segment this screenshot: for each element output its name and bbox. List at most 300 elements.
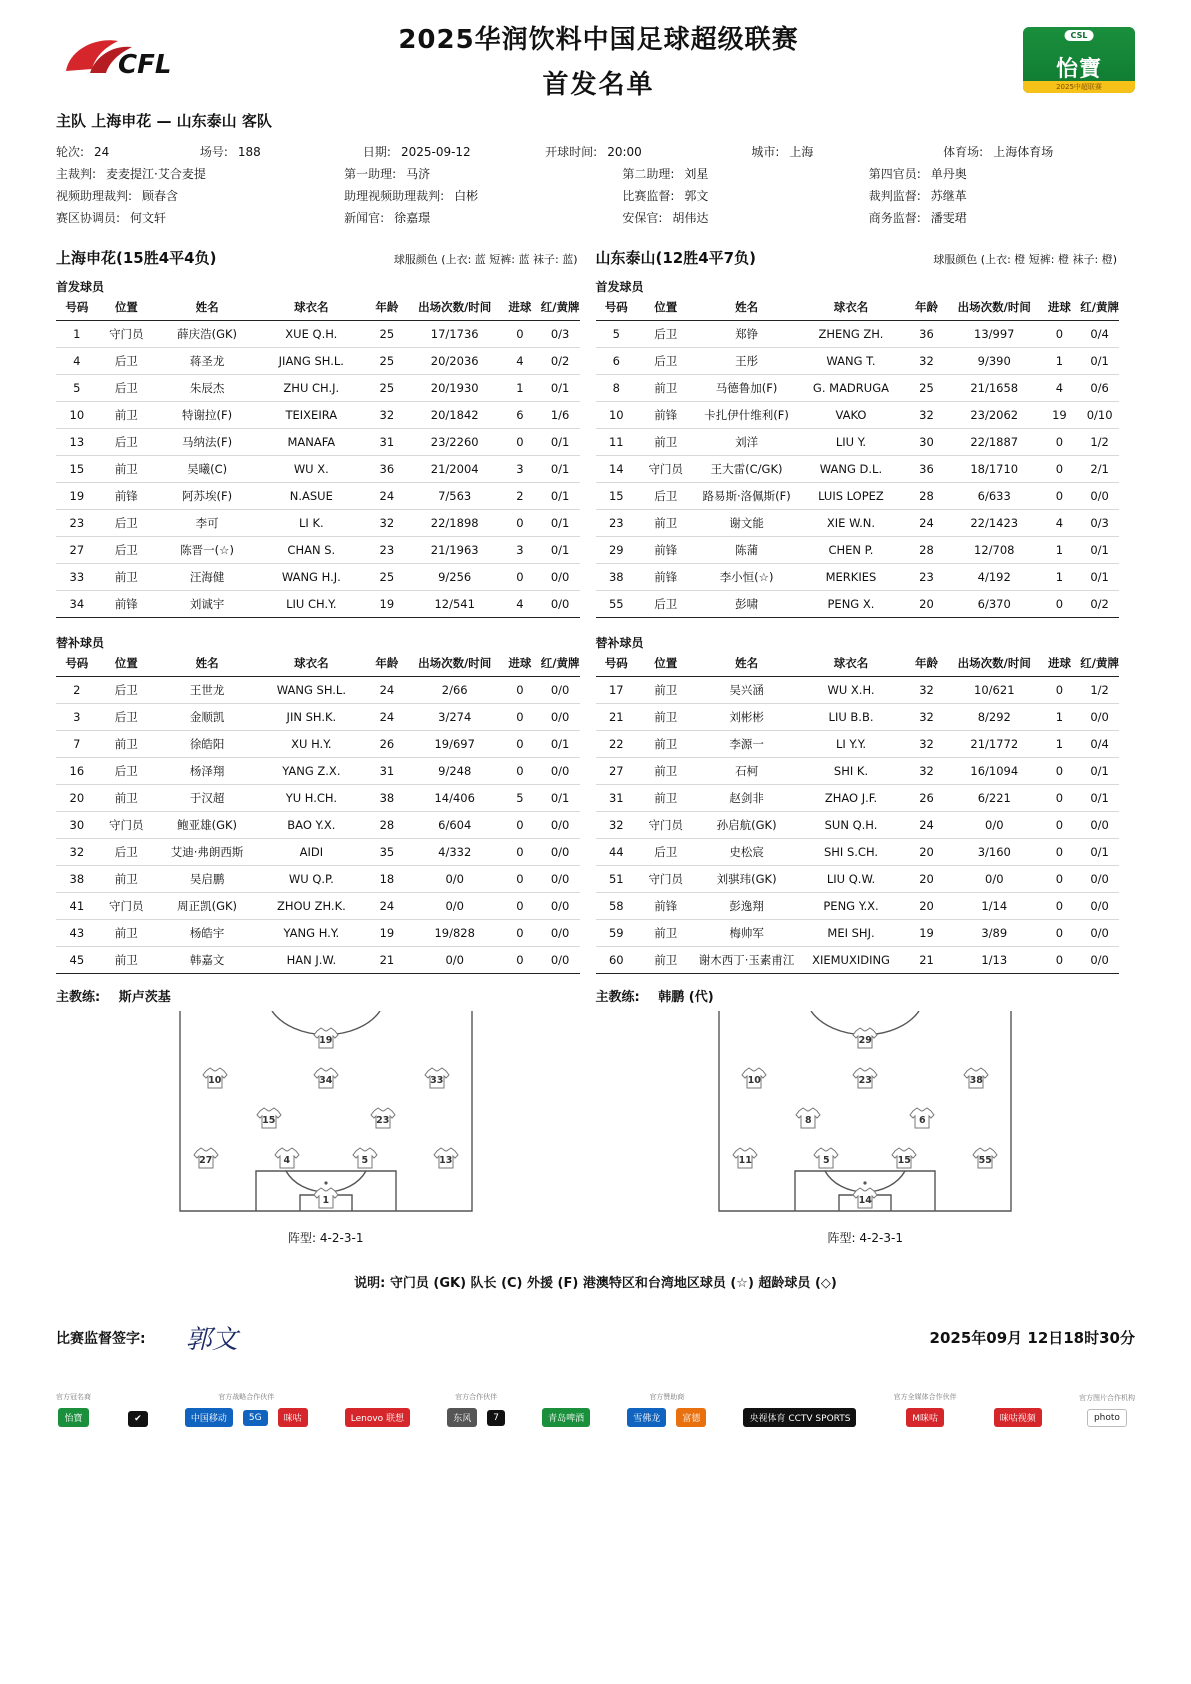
cell-age: 20 <box>903 893 950 920</box>
cell-age: 36 <box>903 456 950 483</box>
cell-cards: 1/2 <box>1080 677 1119 704</box>
cell-cards: 0/10 <box>1080 402 1119 429</box>
cell-apps: 9/390 <box>950 348 1039 375</box>
cell-age: 26 <box>364 731 411 758</box>
cell-goals: 19 <box>1039 402 1081 429</box>
meta-assistant2-value: 刘星 <box>684 167 709 181</box>
cell-apps: 20/2036 <box>410 348 499 375</box>
pitch-shirt-13 <box>433 1146 459 1170</box>
away-team-record: (12胜4平7负) <box>655 249 756 267</box>
cell-number: 59 <box>596 920 638 947</box>
cell-age: 32 <box>903 348 950 375</box>
meta-row-3 <box>56 185 1135 207</box>
table-row <box>56 758 580 785</box>
meta-referee-supervisor-label: 裁判监督: <box>868 189 921 203</box>
cell-shirtname: WU Q.P. <box>259 866 363 893</box>
cell-age: 31 <box>363 429 410 456</box>
cell-name: 朱辰杰 <box>155 375 259 402</box>
cell-name: 徐皓阳 <box>155 731 259 758</box>
cell-name: 马德鲁加(F) <box>694 375 798 402</box>
sponsor-caption: 官方全媒体合作伙伴 <box>893 1393 957 1401</box>
meta-assistant1 <box>344 163 622 185</box>
meta-fourth-official-label: 第四官员: <box>868 167 921 181</box>
cell-number: 20 <box>56 785 98 812</box>
cell-cards: 0/1 <box>541 429 580 456</box>
cell-name: 杨皓宇 <box>155 920 259 947</box>
pitch-shirt-number: 38 <box>969 1075 983 1087</box>
cell-number: 1 <box>56 321 98 348</box>
cell-apps: 23/2062 <box>950 402 1039 429</box>
cell-cards: 0/1 <box>1080 839 1119 866</box>
th-name: 姓名 <box>155 295 259 321</box>
cell-cards: 0/0 <box>541 677 580 704</box>
away-formation-label: 阵型: <box>827 1231 856 1245</box>
cell-position: 前卫 <box>637 758 694 785</box>
sponsor-items <box>345 1408 410 1427</box>
signature-mark: 郭文 <box>185 1325 238 1355</box>
cell-name: 特谢拉(F) <box>155 402 259 429</box>
cell-shirtname: JIN SH.K. <box>259 704 363 731</box>
cell-cards: 0/0 <box>541 839 580 866</box>
meta-security-officer-label: 安保官: <box>622 211 663 225</box>
cell-apps: 21/1772 <box>950 731 1039 758</box>
signature-date: 2025年09月 12日18时30分 <box>929 1329 1135 1347</box>
cell-apps: 0/0 <box>410 866 499 893</box>
cell-apps: 4/192 <box>950 564 1039 591</box>
sponsor-foot: 2025中超联赛 <box>1023 81 1135 93</box>
cell-apps: 21/2004 <box>410 456 499 483</box>
cell-apps: 20/1930 <box>410 375 499 402</box>
cell-number: 8 <box>596 375 638 402</box>
cell-position: 守门员 <box>98 893 155 920</box>
pitch-shirt-8 <box>795 1106 821 1130</box>
pitch-shirt-number: 1 <box>322 1194 330 1206</box>
cell-number: 5 <box>56 375 98 402</box>
cell-shirtname: PENG Y.X. <box>799 893 903 920</box>
home-subs <box>56 651 596 974</box>
pitch-shirt-number: 14 <box>858 1194 872 1206</box>
cell-position: 前卫 <box>637 510 694 537</box>
cell-goals: 0 <box>1039 920 1081 947</box>
sponsor-items <box>185 1408 308 1427</box>
meta-supervisor-value: 郭文 <box>684 189 709 203</box>
cell-position: 守门员 <box>98 812 155 839</box>
cell-cards: 0/1 <box>1080 785 1119 812</box>
meta-assistant1-label: 第一助理: <box>344 167 397 181</box>
cell-apps: 23/2260 <box>410 429 499 456</box>
pitch-shirt-27 <box>193 1146 219 1170</box>
cell-position: 后卫 <box>98 348 155 375</box>
th-apps: 出场次数/时间 <box>410 651 499 677</box>
cell-age: 21 <box>903 947 950 974</box>
match-meta <box>56 141 1135 229</box>
cell-name: 石柯 <box>694 758 799 785</box>
home-team-record: (15胜4平4负) <box>116 249 217 267</box>
signature-row <box>56 1319 1135 1356</box>
sponsor-caption: 官方赞助商 <box>649 1393 685 1401</box>
cell-age: 24 <box>363 483 410 510</box>
cell-position: 后卫 <box>98 375 155 402</box>
meta-kickoff-label: 开球时间: <box>545 145 598 159</box>
table-row <box>56 456 580 483</box>
sponsor-logo-icon: 雪佛龙 <box>627 1408 666 1427</box>
cell-position: 前锋 <box>637 537 694 564</box>
cell-age: 18 <box>364 866 411 893</box>
meta-referee-supervisor <box>869 185 1135 207</box>
cell-shirtname: N.ASUE <box>259 483 363 510</box>
cell-number: 10 <box>56 402 98 429</box>
cell-shirtname: LIU B.B. <box>799 704 903 731</box>
meta-security-officer <box>622 207 868 229</box>
sponsor-items <box>894 1408 957 1427</box>
cell-cards: 0/1 <box>541 375 580 402</box>
sponsor-caption: 官方图片合作机构 <box>1078 1394 1135 1402</box>
cell-name: 刘诚宇 <box>155 591 259 618</box>
pitch-shirt-number: 15 <box>897 1155 911 1166</box>
th-shirtname: 球衣名 <box>799 295 903 321</box>
page-title <box>174 19 1023 101</box>
table-row <box>596 812 1120 839</box>
th-number: 号码 <box>56 651 98 677</box>
table-row <box>596 402 1120 429</box>
cell-position: 前卫 <box>637 429 694 456</box>
meta-kickoff-value: 20:00 <box>607 145 642 159</box>
cell-age: 19 <box>364 920 411 947</box>
meta-coordinator <box>56 207 344 229</box>
cell-number: 30 <box>56 812 98 839</box>
away-formation <box>828 1229 903 1246</box>
table-row <box>596 947 1120 974</box>
meta-referee <box>56 163 344 185</box>
cell-cards: 0/0 <box>1080 483 1119 510</box>
home-starters-table <box>56 295 580 618</box>
meta-stadium-value: 上海体育场 <box>993 145 1054 159</box>
th-goals: 进球 <box>499 295 541 321</box>
cell-goals: 0 <box>1039 839 1081 866</box>
meta-city-label: 城市: <box>751 145 780 159</box>
table-row <box>56 348 580 375</box>
cell-age: 32 <box>903 704 950 731</box>
sponsor-logo-icon: ✔ <box>128 1411 148 1427</box>
meta-city <box>751 141 943 163</box>
cell-apps: 3/274 <box>410 704 499 731</box>
cell-age: 35 <box>364 839 411 866</box>
meta-coordinator-value: 何文轩 <box>130 211 167 225</box>
cell-cards: 0/0 <box>541 704 580 731</box>
cell-age: 28 <box>903 483 950 510</box>
table-row <box>56 839 580 866</box>
away-team-header <box>596 247 1136 268</box>
cell-cards: 0/1 <box>541 785 580 812</box>
sponsor-group-5 <box>542 1394 590 1427</box>
meta-row-1 <box>56 141 1135 163</box>
starters-tables <box>56 295 1135 618</box>
cell-apps: 9/256 <box>410 564 499 591</box>
cell-number: 14 <box>596 456 638 483</box>
th-apps: 出场次数/时间 <box>410 295 499 321</box>
cell-shirtname: YU H.CH. <box>259 785 363 812</box>
cell-cards: 0/0 <box>541 758 580 785</box>
sponsor-group-9 <box>994 1394 1042 1427</box>
pitch-shirt-number: 11 <box>738 1155 752 1166</box>
cell-age: 25 <box>363 321 410 348</box>
table-row <box>596 510 1120 537</box>
cell-cards: 0/0 <box>1080 866 1119 893</box>
cell-position: 后卫 <box>637 348 694 375</box>
cell-position: 前锋 <box>637 893 694 920</box>
table-header-row <box>56 295 580 321</box>
table-header-row <box>596 295 1120 321</box>
away-starters-label <box>596 278 1136 295</box>
cell-position: 前卫 <box>98 866 155 893</box>
away-kit-colors: 球服颜色 (上衣: 橙 短裤: 橙 袜子: 橙) <box>933 253 1117 266</box>
pitch-shirt-38 <box>963 1066 989 1090</box>
cell-goals: 0 <box>1039 812 1081 839</box>
cell-cards: 0/6 <box>1080 375 1119 402</box>
cell-age: 32 <box>363 402 410 429</box>
th-number: 号码 <box>596 651 638 677</box>
meta-press-officer-value: 徐嘉璟 <box>394 211 431 225</box>
table-row <box>56 537 580 564</box>
cell-shirtname: XU H.Y. <box>259 731 363 758</box>
th-age: 年龄 <box>364 651 411 677</box>
cell-age: 24 <box>903 510 950 537</box>
cell-name: 刘彬彬 <box>694 704 799 731</box>
th-apps: 出场次数/时间 <box>950 295 1039 321</box>
sponsor-caption: 官方战略合作伙伴 <box>218 1393 275 1401</box>
cell-age: 24 <box>364 677 411 704</box>
cell-age: 32 <box>903 758 950 785</box>
th-goals: 进球 <box>1039 651 1081 677</box>
cell-position: 前锋 <box>637 564 694 591</box>
th-goals: 进球 <box>1039 295 1081 321</box>
pitch-shirt-34 <box>313 1066 339 1090</box>
home-starters <box>56 295 596 618</box>
table-row <box>596 839 1120 866</box>
cell-number: 22 <box>596 731 638 758</box>
meta-kickoff <box>545 141 751 163</box>
meta-round <box>56 141 200 163</box>
meta-date-label: 日期: <box>362 145 391 159</box>
cell-cards: 0/0 <box>541 920 580 947</box>
cell-number: 51 <box>596 866 638 893</box>
home-team-header <box>56 247 596 268</box>
meta-city-value: 上海 <box>789 145 814 159</box>
cell-goals: 3 <box>499 456 541 483</box>
cell-cards: 0/3 <box>1080 510 1119 537</box>
table-row <box>56 402 580 429</box>
table-row <box>596 429 1120 456</box>
cell-age: 25 <box>363 375 410 402</box>
th-name: 姓名 <box>155 651 259 677</box>
cell-shirtname: MEI SHJ. <box>799 920 903 947</box>
cell-name: 孙启航(GK) <box>694 812 799 839</box>
th-goals: 进球 <box>499 651 541 677</box>
cell-shirtname: LI Y.Y. <box>799 731 903 758</box>
cell-age: 32 <box>903 402 950 429</box>
cell-shirtname: SUN Q.H. <box>799 812 903 839</box>
cell-cards: 0/3 <box>541 321 580 348</box>
table-row <box>56 866 580 893</box>
pitch-shirt-number: 10 <box>208 1075 222 1087</box>
cell-goals: 1 <box>499 375 541 402</box>
cell-name: 刘骐玮(GK) <box>694 866 799 893</box>
cell-goals: 0 <box>499 564 541 591</box>
th-cards: 红/黄牌 <box>1080 651 1119 677</box>
cell-name: 金顺凯 <box>155 704 259 731</box>
meta-press-officer <box>344 207 622 229</box>
cell-shirtname: XIE W.N. <box>799 510 903 537</box>
cell-cards: 0/1 <box>541 731 580 758</box>
table-row <box>56 677 580 704</box>
cell-shirtname: G. MADRUGA <box>799 375 903 402</box>
meta-matchno-label: 场号: <box>199 145 228 159</box>
cell-name: 艾迪·弗朗西斯 <box>155 839 259 866</box>
pitch-shirt-5 <box>813 1146 839 1170</box>
cell-name: 梅帅军 <box>694 920 799 947</box>
cell-position: 前锋 <box>637 402 694 429</box>
th-shirtname: 球衣名 <box>259 651 363 677</box>
table-row <box>596 677 1120 704</box>
title-sub: 首发名单 <box>542 70 655 100</box>
cell-shirtname: VAKO <box>799 402 903 429</box>
sponsor-logo-icon: 咪咕视频 <box>994 1408 1042 1427</box>
signature-label: 比赛监督签字: <box>56 1330 146 1347</box>
cell-apps: 6/633 <box>950 483 1039 510</box>
pitch-shirt-number: 8 <box>804 1115 812 1127</box>
cell-name: 周正凯(GK) <box>155 893 259 920</box>
cell-apps: 9/248 <box>410 758 499 785</box>
away-subs-table <box>596 651 1120 974</box>
pitch-shirt-number: 55 <box>978 1155 992 1166</box>
cell-number: 27 <box>596 758 638 785</box>
cell-apps: 12/541 <box>410 591 499 618</box>
cell-position: 前卫 <box>98 920 155 947</box>
meta-fourth-official <box>869 163 1135 185</box>
cell-apps: 13/997 <box>950 321 1039 348</box>
cell-position: 前锋 <box>98 591 155 618</box>
sponsor-items <box>447 1408 505 1427</box>
away-subs-label: 替补球员 <box>595 636 644 650</box>
cell-number: 13 <box>56 429 98 456</box>
cell-number: 15 <box>56 456 98 483</box>
pitch-shirt-10 <box>741 1066 767 1090</box>
meta-var-label: 视频助理裁判: <box>56 189 133 203</box>
pitch-shirt-14 <box>852 1186 878 1210</box>
sponsor-items <box>1079 1409 1135 1427</box>
home-coach-label: 主教练: <box>56 990 101 1005</box>
sponsor-group-2 <box>185 1392 308 1427</box>
home-team-name: 上海申花 <box>56 249 117 267</box>
cell-name: 于汉超 <box>155 785 259 812</box>
th-name: 姓名 <box>694 295 798 321</box>
sponsor-logo-icon: 青岛啤酒 <box>542 1408 590 1427</box>
cell-name: 刘洋 <box>694 429 798 456</box>
meta-round-value: 24 <box>94 145 110 159</box>
cell-cards: 0/0 <box>541 591 580 618</box>
pitch-shirt-11 <box>732 1146 758 1170</box>
table-row <box>596 483 1120 510</box>
cell-shirtname: MANAFA <box>259 429 363 456</box>
cell-age: 28 <box>903 537 950 564</box>
cell-number: 32 <box>596 812 638 839</box>
table-row <box>56 704 580 731</box>
cell-apps: 10/621 <box>950 677 1039 704</box>
pitch-shirt-33 <box>424 1066 450 1090</box>
table-row <box>596 591 1120 618</box>
cell-goals: 0 <box>499 920 541 947</box>
cell-cards: 0/4 <box>1080 731 1119 758</box>
subs-labels <box>56 634 1135 651</box>
meta-commercial-supervisor-label: 商务监督: <box>868 211 921 225</box>
sponsor-name: 怡寶 <box>1055 56 1102 82</box>
meta-date <box>363 141 545 163</box>
cell-age: 19 <box>363 591 410 618</box>
cell-cards: 0/1 <box>1080 758 1119 785</box>
match-teams-line: 主队 上海申花 — 山东泰山 客队 <box>56 112 272 130</box>
cell-goals: 1 <box>1039 537 1081 564</box>
meta-avar-value: 白彬 <box>454 189 479 203</box>
cell-name: 李可 <box>155 510 259 537</box>
pitch-shirt-number: 23 <box>858 1075 872 1087</box>
home-formation <box>288 1229 363 1246</box>
pitch-shirt-number: 29 <box>858 1035 872 1047</box>
cell-apps: 4/332 <box>410 839 499 866</box>
cell-shirtname: PENG X. <box>799 591 903 618</box>
sponsor-logo-icon: M咪咕 <box>906 1408 944 1427</box>
cell-number: 15 <box>596 483 638 510</box>
meta-stadium <box>943 141 1135 163</box>
cell-number: 23 <box>56 510 98 537</box>
cell-age: 36 <box>903 321 950 348</box>
cell-cards: 0/2 <box>541 348 580 375</box>
cell-age: 36 <box>363 456 410 483</box>
cell-shirtname: WANG H.J. <box>259 564 363 591</box>
cell-name: 卡扎伊什维利(F) <box>694 402 798 429</box>
cell-goals: 0 <box>1039 893 1081 920</box>
pitch-shirt-number: 10 <box>747 1075 761 1087</box>
sponsor-logo-icon: 咪咕 <box>278 1408 308 1427</box>
teams-header <box>56 247 1135 268</box>
cell-age: 23 <box>903 564 950 591</box>
cell-apps: 22/1887 <box>950 429 1039 456</box>
cell-apps: 7/563 <box>410 483 499 510</box>
cell-goals: 5 <box>499 785 541 812</box>
cell-name: 郑铮 <box>694 321 798 348</box>
meta-coordinator-label: 赛区协调员: <box>56 211 121 225</box>
cell-age: 23 <box>363 537 410 564</box>
meta-referee-label: 主裁判: <box>56 167 97 181</box>
cell-cards: 0/0 <box>541 866 580 893</box>
cell-age: 28 <box>364 812 411 839</box>
cell-name: 王彤 <box>694 348 798 375</box>
cell-number: 38 <box>56 866 98 893</box>
table-row <box>56 564 580 591</box>
cell-shirtname: ZHAO J.F. <box>799 785 903 812</box>
pitch-shirt-number: 19 <box>319 1035 333 1047</box>
cell-name: 王世龙 <box>155 677 259 704</box>
cell-number: 45 <box>56 947 98 974</box>
cell-position: 前卫 <box>637 704 694 731</box>
table-row <box>56 375 580 402</box>
cell-shirtname: ZHENG ZH. <box>799 321 903 348</box>
cfl-logo-icon <box>56 29 174 91</box>
cell-goals: 0 <box>1039 866 1081 893</box>
cell-name: 史松宸 <box>694 839 799 866</box>
cell-goals: 0 <box>1039 758 1081 785</box>
cell-cards: 0/0 <box>541 947 580 974</box>
away-starters-body <box>596 321 1120 618</box>
